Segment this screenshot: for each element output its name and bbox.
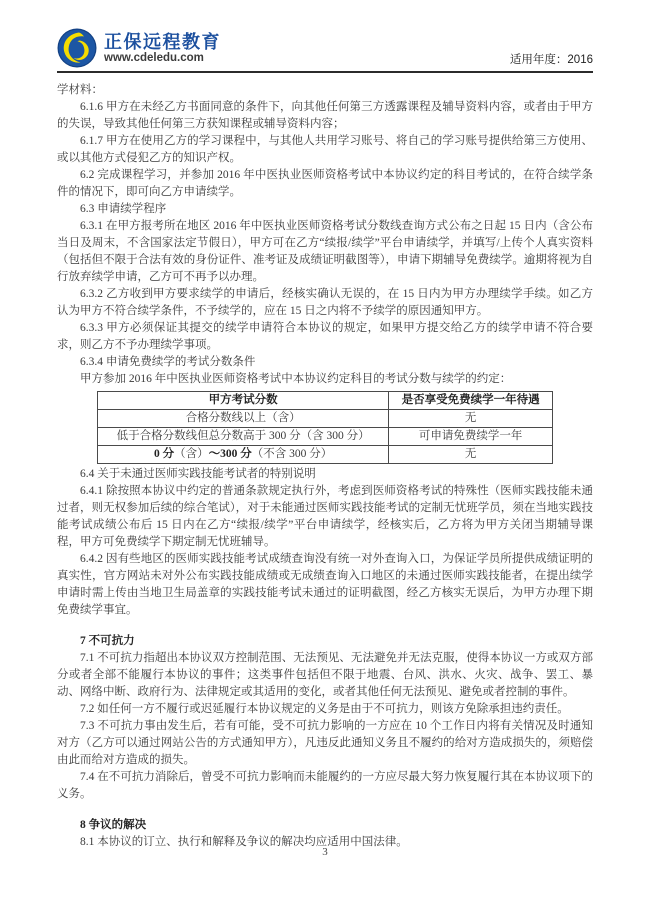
section-heading: 8 争议的解决	[80, 819, 147, 831]
table-row	[98, 446, 553, 464]
paragraph: 6.3.1 在甲方报考所在地区 2016 年中医执业医师资格考试分数线查询方式公布之日起 15 日内（含公布当日及周末，不含国家法定节假日），甲方可在乙方“续报/续学”平台申请续学，并填写/上传个人真实资料（包括但不限于合法有效的身份证件、准考证及成绩证明截图等），申请下期辅导免费续学。逾期将视为自行放弃续学申请，乙方可不再予以办理。	[57, 220, 593, 283]
paragraph: 6.3 申请续学程序	[80, 203, 167, 215]
table-header-row	[98, 392, 553, 410]
paragraph: 6.2 完成课程学习，并参加 2016 年中医执业医师资格考试中本协议约定的科目考试的，在符合续学条件的情况下，即可向乙方申请续学。	[57, 169, 593, 198]
paragraph: 6.4.1 除按照本协议中约定的普通条款规定执行外，考虑到医师资格考试的特殊性（医师实践技能未通过者，则无权参加后续的综合笔试），对于未能通过医师实践技能考试的定制无忧班学员，须在当地实践技能考试成绩公布后 15 日内在乙方“续报/续学”平台申请续学，经核实后，乙方将为甲方关闭当期辅导课程，甲方可免费续学下期定制无忧班辅导。	[57, 485, 593, 548]
table-header-cell: 甲方考试分数	[98, 392, 389, 410]
paragraph: 甲方参加 2016 年中医执业医师资格考试中本协议约定科目的考试分数与续学的约定：	[80, 373, 512, 385]
table-cell-text: 低于合格分数线但总分数高于 300 分（含 300 分）	[116, 430, 370, 442]
paragraph: 6.1.6 甲方在未经乙方书面同意的条件下，向其他任何第三方透露课程及辅导资料内容，或者由于甲方的失误，导致其他任何第三方获知课程或辅导资料内容；	[57, 101, 593, 130]
table-cell-text: 0 分	[153, 448, 175, 460]
paragraph: 7.2 如任何一方不履行或迟延履行本协议规定的义务是由于不可抗力，则该方免除承担违约责任。	[80, 703, 569, 715]
table-cell-text: 无	[464, 412, 477, 424]
table-header-cell: 是否享受免费续学一年待遇	[389, 392, 553, 410]
section-heading: 7 不可抗力	[80, 635, 135, 647]
paragraph: 7.1 不可抗力指超出本协议双方控制范围、无法预见、无法避免并无法克服，使得本协议一方或双方部分或者全部不能履行本协议的事件；这类事件包括但不限于地震、台风、洪水、火灾、战争、罢工、暴动、网络中断、政府行为、法律规定或其适用的变化，或者其他任何无法预见、避免或者控制的事件。	[57, 652, 593, 698]
table-cell-text: 可申请免费续学一年	[418, 430, 523, 442]
paragraph: 6.4 关于未通过医师实践技能考试者的特别说明	[80, 468, 316, 480]
paragraph: 6.3.2 乙方收到甲方要求续学的申请后，经核实确认无误的，在 15 日内为甲方办理续学手续。如乙方认为甲方不符合续学条件，不予续学的，应在 15 日之内将不予续学的原因通知甲方。	[57, 288, 593, 317]
table-cell	[389, 446, 553, 464]
paragraph: 6.4.2 因有些地区的医师实践技能考试成绩查询没有统一对外查询入口，为保证学员所提供成绩证明的真实性，官方网站未对外公布实践技能成绩或无成绩查询入口地区的未通过医师实践技能者，在提出续学申请时需上传由当地卫生局盖章的实践技能考试未通过的证明截图，经乙方核实无误后，为甲方办理下期免费续学事宜。	[57, 553, 593, 616]
table-cell-text: ～300 分	[208, 448, 252, 460]
paragraph: 7.3 不可抗力事由发生后，若有可能，受不可抗力影响的一方应在 10 个工作日内将有关情况及时通知对方（乙方可以通过网站公告的方式通知甲方），凡违反此通知义务且不履约的给对方造成损失的，须赔偿由此而给对方造成的损失。	[57, 720, 593, 766]
paragraph: 6.3.3 甲方必须保证其提交的续学申请符合本协议的规定，如果甲方提交给乙方的续学申请不符合要求，则乙方不予办理续学事项。	[57, 322, 593, 351]
table-cell	[98, 410, 389, 428]
table-cell	[389, 410, 553, 428]
brand-logo-icon	[57, 28, 97, 68]
year-label: 适用年度：2016	[509, 54, 593, 66]
brand-text	[104, 32, 221, 65]
paragraph: 8.1 本协议的订立、执行和解释及争议的解决均应适用中国法律。	[80, 836, 408, 848]
paragraph: 6.1.7 甲方在使用乙方的学习课程中，与其他人共用学习账号、将自己的学习账号提供给第三方使用、或以其他方式侵犯乙方的知识产权。	[57, 135, 593, 164]
brand-name: 正保远程教育	[104, 31, 221, 52]
brand	[57, 28, 221, 68]
table-cell-text: 无	[464, 448, 477, 460]
table-cell-text: （不含 300 分）	[251, 448, 333, 460]
brand-url: www.cdeledu.com	[104, 51, 204, 64]
table-row	[98, 410, 553, 428]
table-cell-text: （含）	[174, 448, 209, 460]
paragraph: 学材料：	[57, 84, 103, 96]
document-body	[57, 82, 593, 851]
table-cell	[98, 446, 389, 464]
page-header	[57, 0, 593, 73]
paragraph: 7.4 在不可抗力消除后，曾受不可抗力影响而未能履约的一方应尽最大努力恢复履行其在本协议项下的义务。	[57, 771, 593, 800]
table-row	[98, 428, 553, 446]
table-cell-text: 合格分数线以上（含）	[185, 412, 301, 424]
table-cell	[389, 428, 553, 446]
table-cell	[98, 428, 389, 446]
page-number: 3	[322, 846, 328, 858]
score-table	[97, 391, 553, 464]
paragraph: 6.3.4 申请免费续学的考试分数条件	[80, 356, 256, 368]
